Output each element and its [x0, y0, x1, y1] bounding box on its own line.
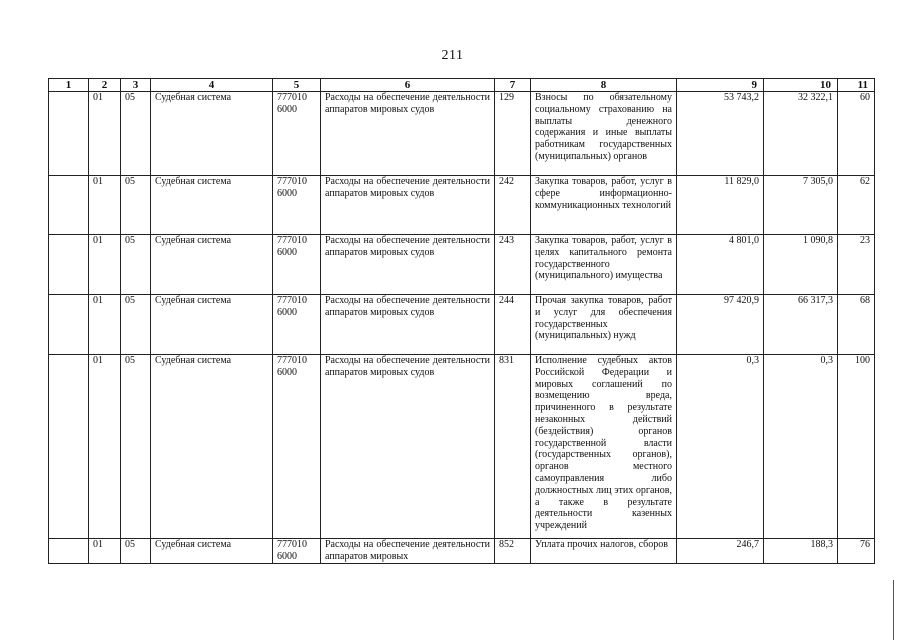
table-row	[49, 295, 875, 355]
column-header: 10	[764, 79, 838, 92]
planned-amount: 11 829,0	[677, 176, 764, 235]
subsection-code: 05	[121, 355, 151, 539]
planned-amount: 4 801,0	[677, 235, 764, 295]
executed-amount: 7 305,0	[764, 176, 838, 235]
column-header: 5	[273, 79, 321, 92]
column-header: 9	[677, 79, 764, 92]
executed-amount: 188,3	[764, 539, 838, 564]
expense-type-name: Закупка товаров, работ, услуг в сфере информационно-коммуникационных технологий	[531, 176, 677, 235]
executed-amount: 66 317,3	[764, 295, 838, 355]
target-article-name: Расходы на обеспечение деятельности аппаратов мировых	[321, 539, 495, 564]
subsection-code: 05	[121, 176, 151, 235]
table-row	[49, 92, 875, 176]
column-header: 6	[321, 79, 495, 92]
subsection-code: 05	[121, 235, 151, 295]
section-name: Судебная система	[151, 539, 273, 564]
executed-amount: 32 322,1	[764, 92, 838, 176]
section-code: 01	[89, 176, 121, 235]
planned-amount: 53 743,2	[677, 92, 764, 176]
table-row	[49, 539, 875, 564]
empty-cell	[49, 92, 89, 176]
section-code: 01	[89, 295, 121, 355]
target-article-code: 777010 6000	[273, 235, 321, 295]
target-article-code: 777010 6000	[273, 295, 321, 355]
column-header: 11	[838, 79, 875, 92]
section-name: Судебная система	[151, 295, 273, 355]
page-number: 211	[441, 48, 464, 63]
target-article-code: 777010 6000	[273, 355, 321, 539]
empty-cell	[49, 355, 89, 539]
budget-execution-table	[48, 78, 875, 564]
expense-type-code: 243	[495, 235, 531, 295]
table-row	[49, 355, 875, 539]
empty-cell	[49, 295, 89, 355]
planned-amount: 97 420,9	[677, 295, 764, 355]
subsection-code: 05	[121, 92, 151, 176]
subsection-code: 05	[121, 295, 151, 355]
empty-cell	[49, 235, 89, 295]
section-name: Судебная система	[151, 235, 273, 295]
target-article-name: Расходы на обеспечение деятельности аппаратов мировых судов	[321, 176, 495, 235]
table-row	[49, 235, 875, 295]
column-number-header-row	[49, 79, 875, 92]
executed-amount: 0,3	[764, 355, 838, 539]
column-header: 4	[151, 79, 273, 92]
expense-type-name: Взносы по обязательному социальному страхованию на выплаты денежного содержания и иные выплаты работникам государственных (муниципальных) органов	[531, 92, 677, 176]
target-article-name: Расходы на обеспечение деятельности аппаратов мировых судов	[321, 235, 495, 295]
expense-type-name: Прочая закупка товаров, работ и услуг для обеспечения государственных (муниципальных) нужд	[531, 295, 677, 355]
column-header: 3	[121, 79, 151, 92]
section-code: 01	[89, 355, 121, 539]
expense-type-code: 852	[495, 539, 531, 564]
section-code: 01	[89, 235, 121, 295]
column-header: 8	[531, 79, 677, 92]
column-header: 1	[49, 79, 89, 92]
section-code: 01	[89, 539, 121, 564]
column-header: 7	[495, 79, 531, 92]
subsection-code: 05	[121, 539, 151, 564]
expense-type-code: 831	[495, 355, 531, 539]
empty-cell	[49, 539, 89, 564]
section-code: 01	[89, 92, 121, 176]
expense-type-code: 242	[495, 176, 531, 235]
expense-type-name: Закупка товаров, работ, услуг в целях капитального ремонта государственного (муниципального) имущества	[531, 235, 677, 295]
expense-type-code: 129	[495, 92, 531, 176]
execution-percent: 76	[838, 539, 875, 564]
section-name: Судебная система	[151, 355, 273, 539]
target-article-name: Расходы на обеспечение деятельности аппаратов мировых судов	[321, 295, 495, 355]
execution-percent: 23	[838, 235, 875, 295]
executed-amount: 1 090,8	[764, 235, 838, 295]
target-article-name: Расходы на обеспечение деятельности аппаратов мировых судов	[321, 92, 495, 176]
scan-edge-line	[893, 580, 894, 640]
target-article-name: Расходы на обеспечение деятельности аппаратов мировых судов	[321, 355, 495, 539]
section-name: Судебная система	[151, 176, 273, 235]
section-name: Судебная система	[151, 92, 273, 176]
table-row	[49, 176, 875, 235]
planned-amount: 246,7	[677, 539, 764, 564]
target-article-code: 777010 6000	[273, 92, 321, 176]
target-article-code: 777010 6000	[273, 176, 321, 235]
target-article-code: 777010 6000	[273, 539, 321, 564]
execution-percent: 68	[838, 295, 875, 355]
execution-percent: 60	[838, 92, 875, 176]
planned-amount: 0,3	[677, 355, 764, 539]
execution-percent: 62	[838, 176, 875, 235]
execution-percent: 100	[838, 355, 875, 539]
column-header: 2	[89, 79, 121, 92]
expense-type-name: Исполнение судебных актов Российской Федерации и мировых соглашений по возмещению вреда, причиненного в результате незаконных действий (бездействия) органов государственной власти (государственных органов), органов местного самоуправления либо должностных лиц этих органов, а также в результате деятельности казенных учреждений	[531, 355, 677, 539]
expense-type-name: Уплата прочих налогов, сборов	[531, 539, 677, 564]
empty-cell	[49, 176, 89, 235]
expense-type-code: 244	[495, 295, 531, 355]
